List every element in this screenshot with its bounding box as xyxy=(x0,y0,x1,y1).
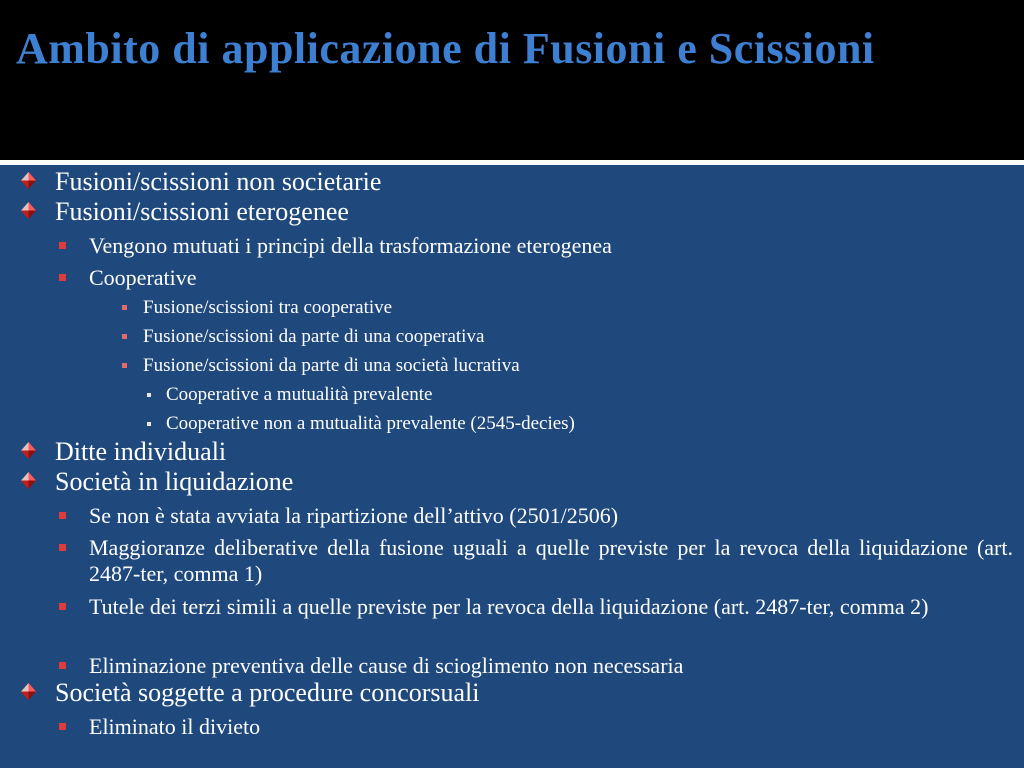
square-bullet-icon xyxy=(122,334,127,339)
square-bullet-icon xyxy=(59,274,66,281)
bullet-text: Cooperative xyxy=(89,265,197,290)
square-bullet-icon xyxy=(59,723,66,730)
bullet-text: Vengono mutuati i principi della trasformazione eterogenea xyxy=(89,233,612,258)
bullet-text: Ditte individuali xyxy=(55,437,227,466)
bullet-item xyxy=(166,412,1006,436)
bullet-text: Società in liquidazione xyxy=(55,467,294,496)
bullet-text: Cooperative non a mutualità prevalente (2545-decies) xyxy=(166,413,575,434)
square-bullet-icon xyxy=(122,305,127,310)
bullet-item xyxy=(55,679,1005,707)
bullet-text: Fusioni/scissioni non societarie xyxy=(55,167,382,196)
square-bullet-icon xyxy=(59,662,66,669)
diamond-bullet-icon xyxy=(21,202,36,219)
bullet-text: Eliminato il divieto xyxy=(89,714,261,739)
diamond-bullet-icon xyxy=(21,442,36,459)
bullet-text: Fusione/scissioni da parte di una cooperativa xyxy=(143,326,485,347)
bullet-text: Società soggette a procedure concorsuali xyxy=(55,678,480,707)
bullet-text: Tutele dei terzi simili a quelle previste per la revoca della liquidazione (art. 2487-ter, comma 2) xyxy=(89,594,929,619)
bullet-text: Cooperative a mutualità prevalente xyxy=(166,384,433,405)
bullet-text: Se non è stata avviata la ripartizione dell’attivo (2501/2506) xyxy=(89,503,619,528)
slide-header xyxy=(0,0,1024,160)
bullet-item xyxy=(166,383,1006,407)
bullet-item xyxy=(143,354,1003,378)
bullet-item xyxy=(89,714,1013,740)
bullet-item xyxy=(89,594,1013,620)
diamond-bullet-icon xyxy=(21,172,36,189)
bullet-item xyxy=(55,198,1005,226)
square-bullet-icon xyxy=(147,393,151,397)
bullet-item xyxy=(143,325,1003,349)
bullet-text: Fusione/scissioni da parte di una società lucrativa xyxy=(143,355,520,376)
bullet-item xyxy=(55,168,1005,196)
bullet-item xyxy=(55,438,1005,466)
bullet-text: Fusione/scissioni tra cooperative xyxy=(143,297,393,318)
square-bullet-icon xyxy=(122,363,127,368)
square-bullet-icon xyxy=(147,422,151,426)
slide-title: Ambito di applicazione di Fusioni e Scissioni xyxy=(16,24,875,73)
bullet-text: Fusioni/scissioni eterogenee xyxy=(55,197,349,226)
bullet-text: Eliminazione preventiva delle cause di scioglimento non necessaria xyxy=(89,653,684,678)
diamond-bullet-icon xyxy=(21,472,36,489)
bullet-item xyxy=(89,653,1013,679)
bullet-item xyxy=(89,233,1013,259)
bullet-item xyxy=(89,535,1013,587)
bullet-item xyxy=(89,265,1013,291)
square-bullet-icon xyxy=(59,512,66,519)
slide-content xyxy=(0,166,1024,766)
bullet-item xyxy=(55,468,1005,496)
square-bullet-icon xyxy=(59,603,66,610)
diamond-bullet-icon xyxy=(21,683,36,700)
square-bullet-icon xyxy=(59,544,66,551)
bullet-text: Maggioranze deliberative della fusione uguali a quelle previste per la revoca della liquidazione (art. 2487-ter, comma 1) xyxy=(89,535,1013,586)
title-divider xyxy=(0,160,1024,165)
bullet-item xyxy=(89,503,1013,529)
square-bullet-icon xyxy=(59,242,66,249)
bullet-item xyxy=(143,296,1003,320)
